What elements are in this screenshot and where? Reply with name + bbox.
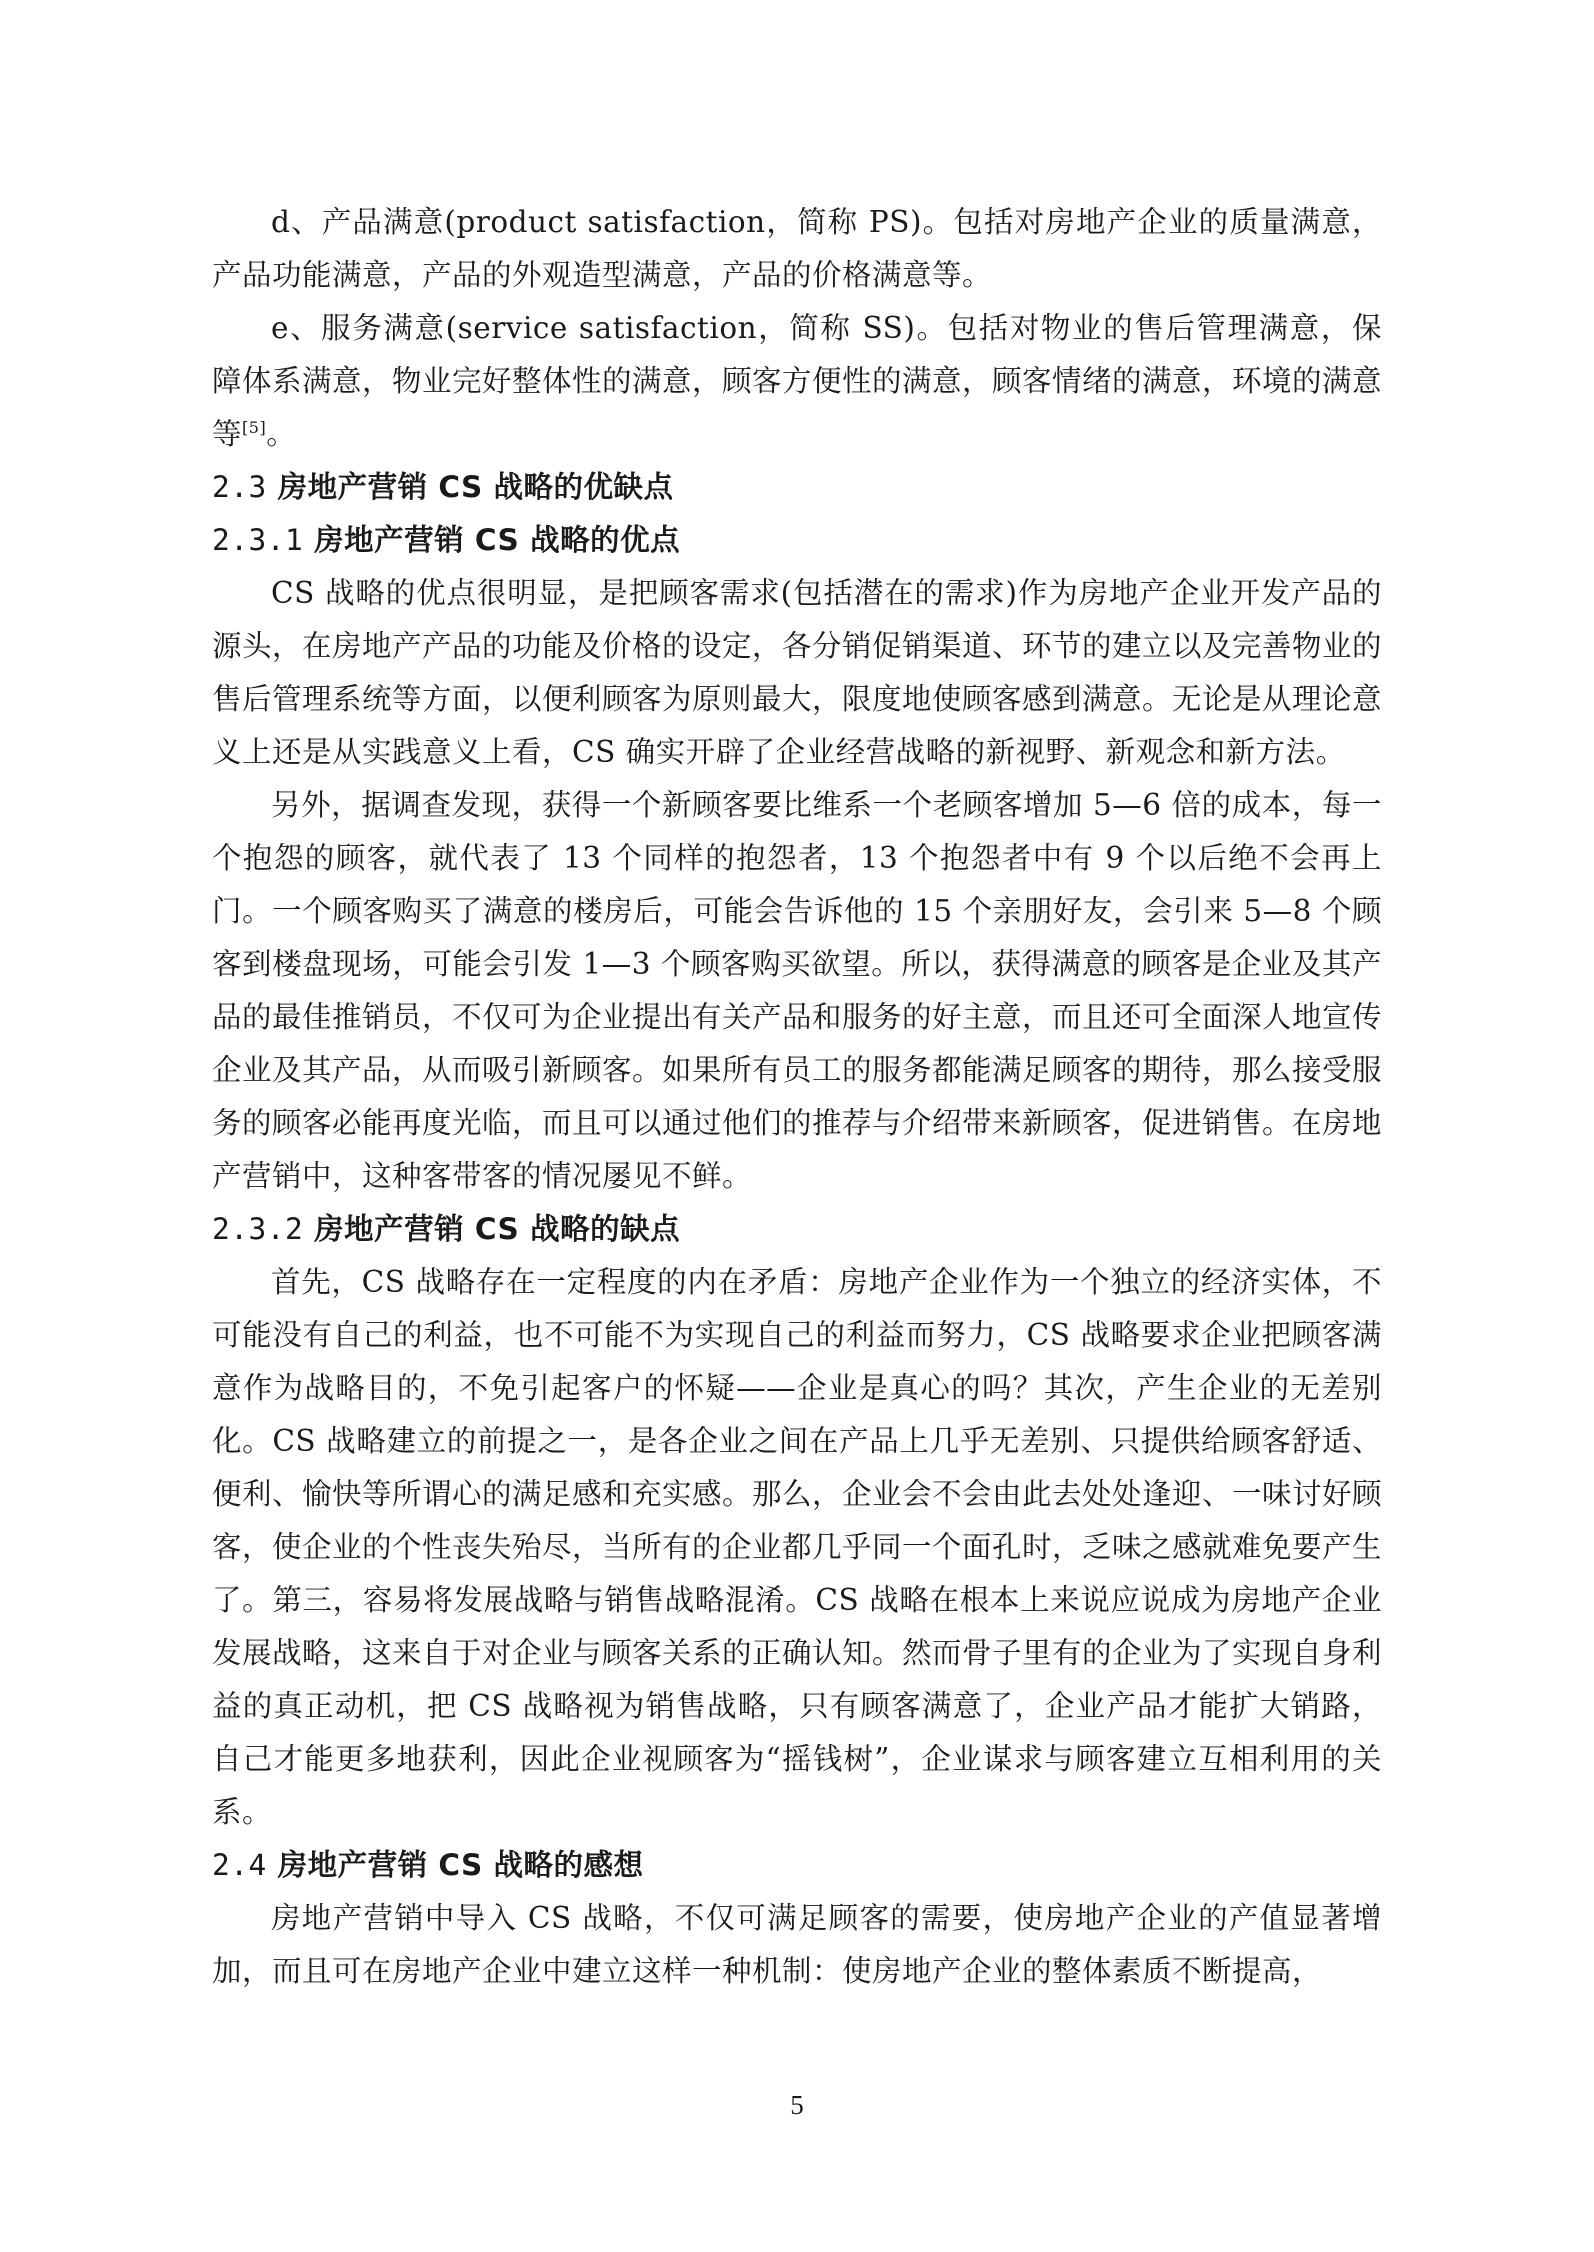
section-heading-2-3-1 — [212, 514, 1382, 567]
section-number: 2.4 — [212, 1848, 267, 1882]
section-title: 房地产营销 CS 战略的优缺点 — [277, 470, 674, 504]
paragraph-disadvantages: 首先，CS 战略存在一定程度的内在矛盾：房地产企业作为一个独立的经济实体，不可能没有自己的利益，也不可能不为实现自己的利益而努力，CS 战略要求企业把顾客满意作为战略目的，不免引起客户的怀疑——企业是真心的吗？其次，产生企业的无差别化。CS 战略建立的前提之一，是各企业之间在产品上几乎无差别、只提供给顾客舒适、便利、愉快等所谓心的满足感和充实感。那么，企业会不会由此去处处逢迎、一味讨好顾客，使企业的个性丧失殆尽，当所有的企业都几乎同一个面孔时，乏味之感就难免要产生了。第三，容易将发展战略与销售战略混淆。CS 战略在根本上来说应说成为房地产企业发展战略，这来自于对企业与顾客关系的正确认知。然而骨子里有的企业为了实现自身利益的真正动机，把 CS 战略视为销售战略，只有顾客满意了，企业产品才能扩大销路，自己才能更多地获利，因此企业视顾客为“摇钱树”，企业谋求与顾客建立互相利用的关系。 — [212, 1265, 1383, 1829]
paragraph-service-satisfaction-text: e、服务满意(service satisfaction，简称 SS)。包括对物业的售后管理满意，保障体系满意，物业完好整体性的满意，顾客方便性的满意，顾客情绪的满意，环境的满意等 — [212, 311, 1383, 451]
paragraph-product-satisfaction: d、产品满意(product satisfaction，简称 PS)。包括对房地产企业的质量满意，产品功能满意，产品的外观造型满意，产品的价格满意等。 — [212, 205, 1382, 292]
paragraph-advantages: CS 战略的优点很明显，是把顾客需求(包括潜在的需求)作为房地产企业开发产品的源头，在房地产产品的功能及价格的设定，各分销促销渠道、环节的建立以及完善物业的售后管理系统等方面，以便利顾客为原则最大，限度地使顾客感到满意。无论是从理论意义上还是从实践意义上看，CS 确实开辟了企业经营战略的新视野、新观念和新方法。 — [212, 576, 1383, 769]
paragraph-service-satisfaction — [212, 302, 1382, 461]
section-heading-2-3 — [212, 461, 1382, 514]
section-number: 2.3.1 — [212, 523, 304, 557]
section-title: 房地产营销 CS 战略的缺点 — [314, 1212, 681, 1246]
section-title: 房地产营销 CS 战略的优点 — [314, 523, 681, 557]
section-number: 2.3 — [212, 470, 267, 504]
paragraph-survey: 另外，据调查发现，获得一个新顾客要比维系一个老顾客增加 5—6 倍的成本，每一个抱怨的顾客，就代表了 13 个同样的抱怨者，13 个抱怨者中有 9 个以后绝不会再上门。一个顾客购买了满意的楼房后，可能会告诉他的 15 个亲朋好友，会引来 5—8 个顾客到楼盘现场，可能会引发 1—3 个顾客购买欲望。所以，获得满意的顾客是企业及其产品的最佳推销员，不仅可为企业提出有关产品和服务的好主意，而且还可全面深人地宣传企业及其产品，从而吸引新顾客。如果所有员工的服务都能满足顾客的期待，那么接受服务的顾客必能再度光临，而且可以通过他们的推荐与介绍带来新顾客，促进销售。在房地产营销中，这种客带客的情况屡见不鲜。 — [212, 788, 1383, 1193]
citation-ref: [5] — [242, 418, 267, 438]
section-title: 房地产营销 CS 战略的感想 — [277, 1848, 644, 1882]
page-body — [212, 196, 1382, 1998]
section-heading-2-3-2 — [212, 1203, 1382, 1256]
paragraph-end-mark: 。 — [266, 417, 297, 451]
page-number: 5 — [790, 2090, 804, 2120]
section-number: 2.3.2 — [212, 1212, 304, 1246]
section-heading-2-4 — [212, 1839, 1382, 1892]
paragraph-reflections: 房地产营销中导入 CS 战略，不仅可满足顾客的需要，使房地产企业的产值显著增加，而且可在房地产企业中建立这样一种机制：使房地产企业的整体素质不断提高， — [212, 1901, 1382, 1988]
